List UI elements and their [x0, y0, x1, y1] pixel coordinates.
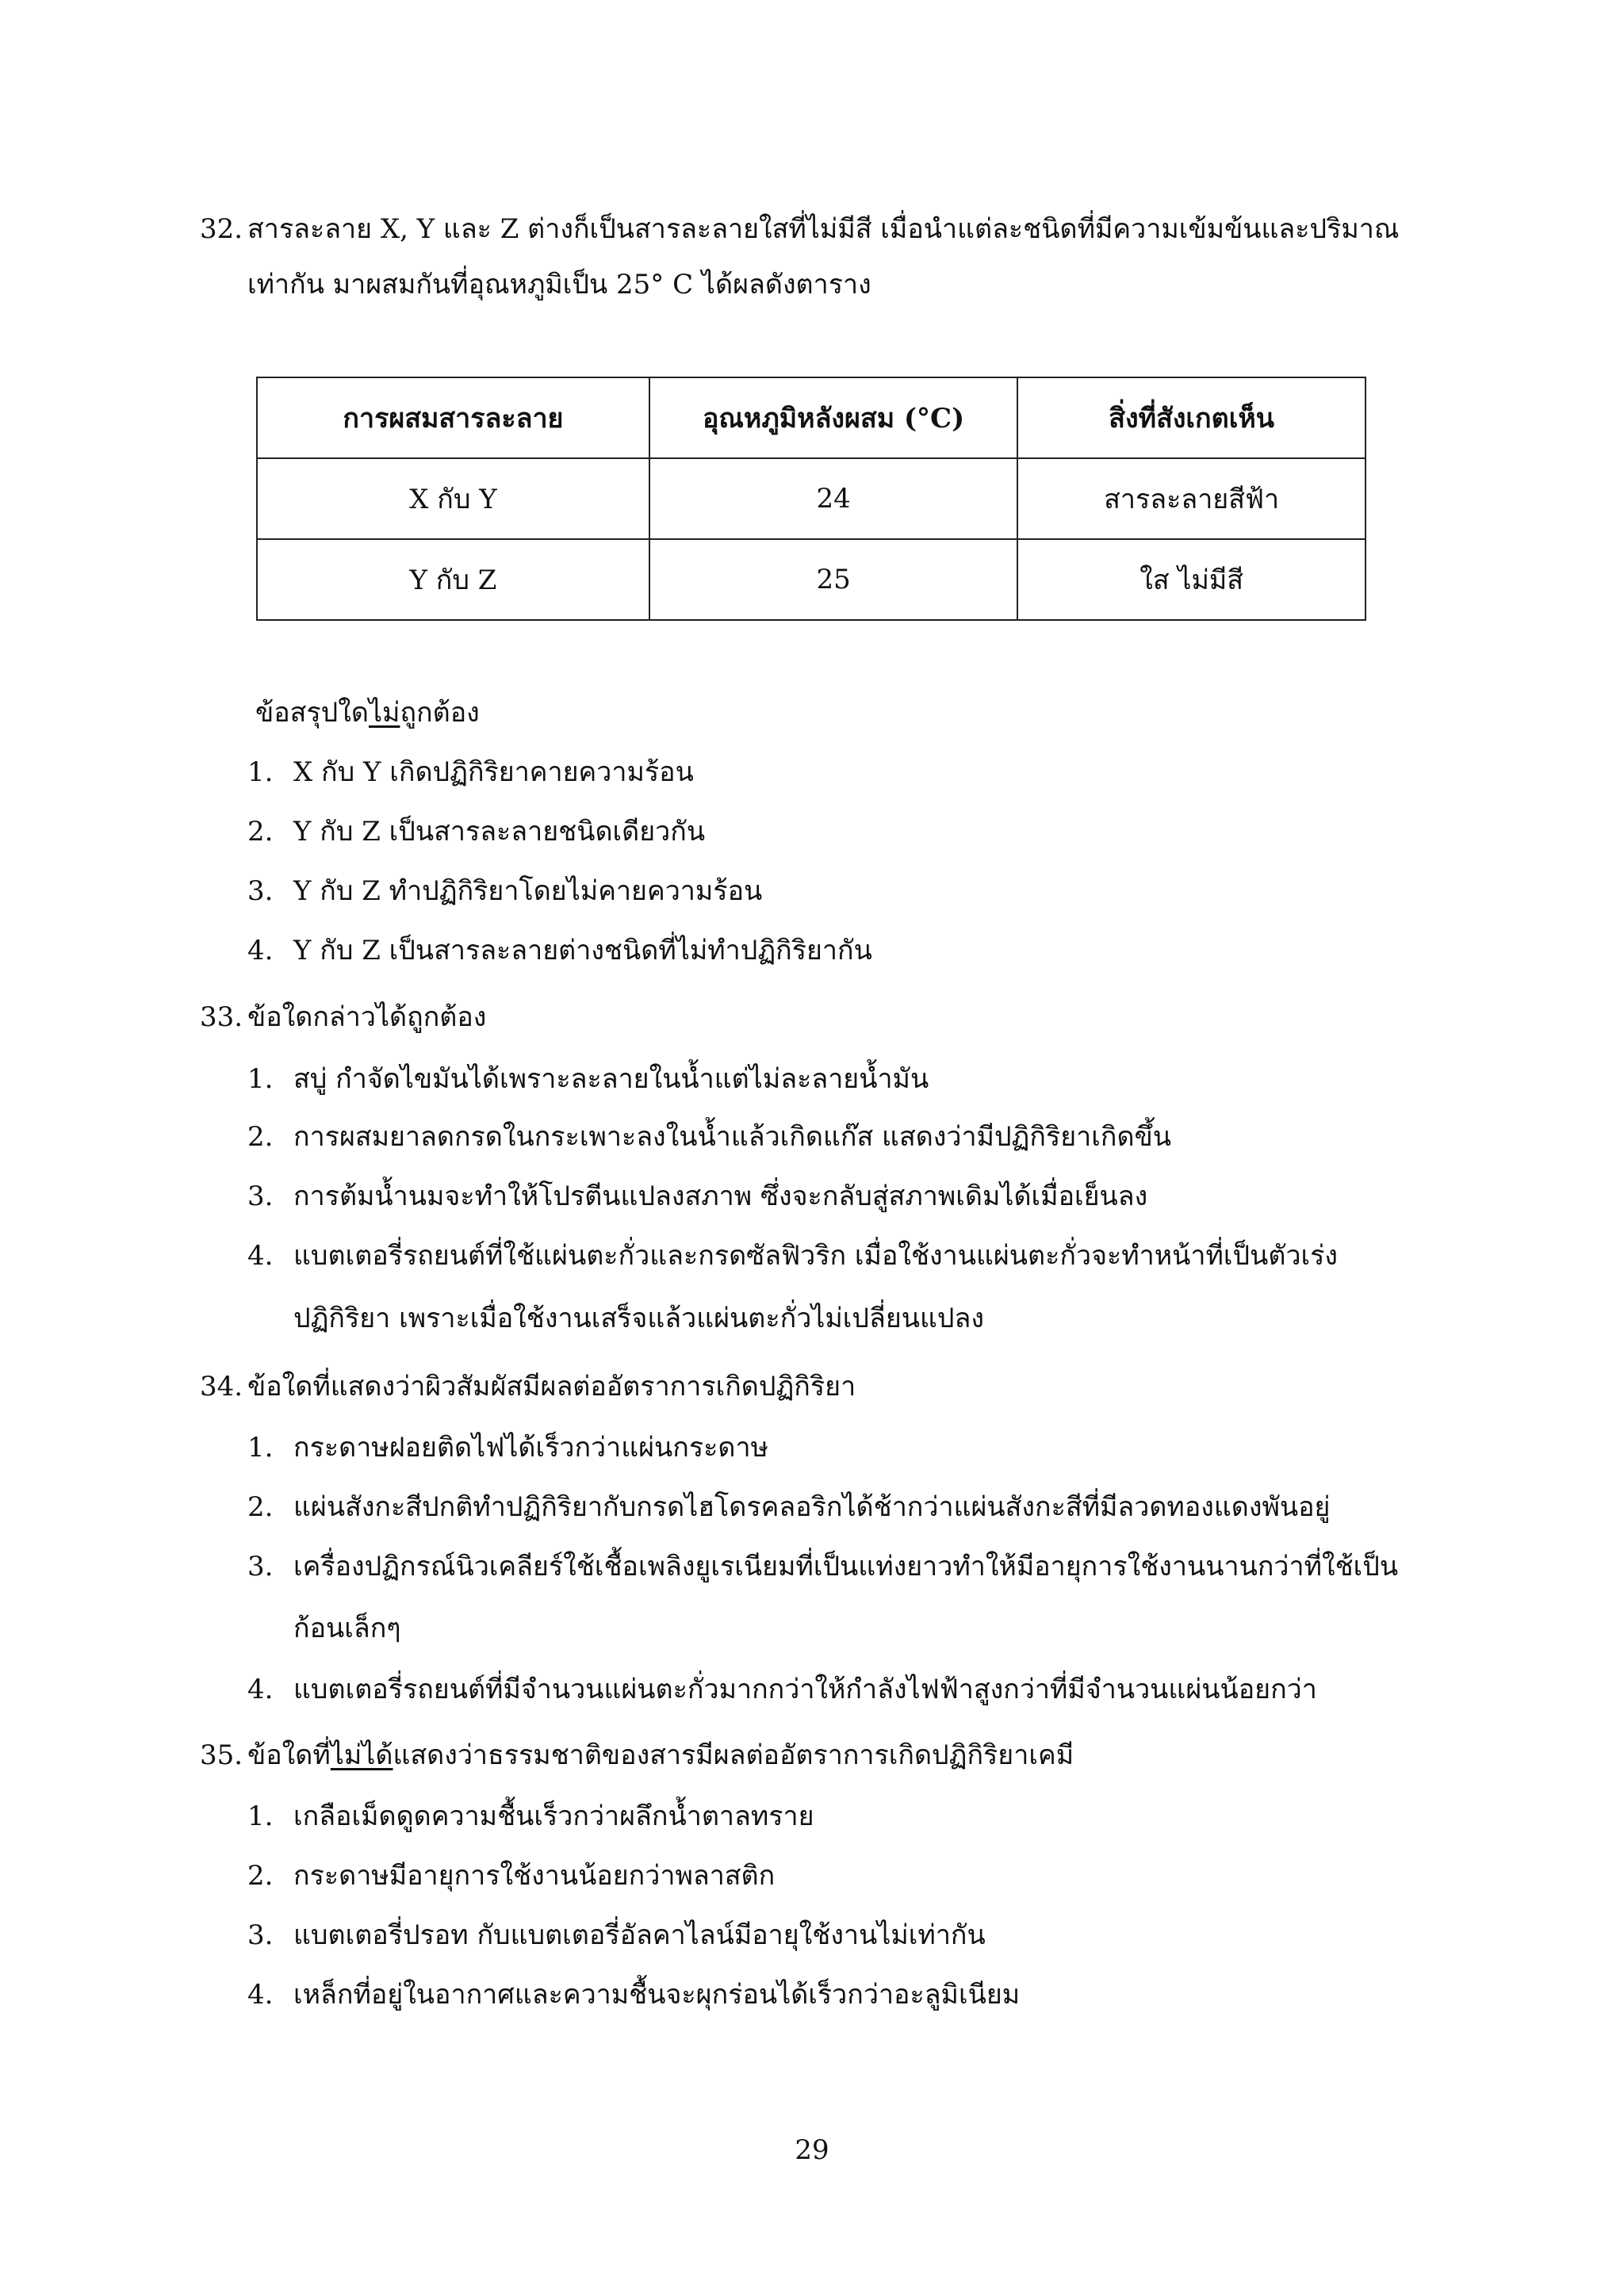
option-text: Y กับ Z ทำปฏิกิริยาโดยไม่คายความร้อน	[293, 875, 763, 907]
option-text: เครื่องปฏิกรณ์นิวเคลียร์ใช้เชื้อเพลิงยูเรเนียมที่เป็นแท่งยาวทำให้มีอายุการใช้งานนานกว่าที่ใช้เป็น	[293, 1551, 1399, 1582]
option-number: 3.	[247, 1551, 274, 1582]
option-text-continuation: ก้อนเล็กๆ	[293, 1613, 401, 1644]
option-text: แผ่นสังกะสีปกติทำปฏิกิริยากับกรดไฮโดรคลอริกได้ช้ากว่าแผ่นสังกะสีที่มีลวดทองแดงพันอยู่	[293, 1491, 1331, 1523]
option-text: เกลือเม็ดดูดความชื้นเร็วกว่าผลึกน้ำตาลทราย	[293, 1800, 814, 1832]
option-text: กระดาษมีอายุการใช้งานน้อยกว่าพลาสติก	[293, 1860, 776, 1892]
option-number: 1.	[247, 756, 274, 788]
option-number: 2.	[247, 1860, 274, 1892]
observation-table	[256, 377, 1366, 621]
question-32-text-line2: เท่ากัน มาผสมกันที่อุณหภูมิเป็น 25° C ได้ผลดังตาราง	[247, 269, 871, 300]
option-number: 3.	[247, 1919, 274, 1951]
table-cell: X กับ Y	[257, 458, 649, 539]
prompt-text-post: ถูกต้อง	[400, 697, 480, 729]
table-row	[257, 458, 1365, 539]
table-header-temperature: อุณหภูมิหลังผสม (°C)	[649, 377, 1017, 458]
question-34-number: 34.	[200, 1371, 243, 1402]
option-number: 1.	[247, 1063, 274, 1095]
table-header-mixing: การผสมสารละลาย	[257, 377, 649, 458]
option-text: X กับ Y เกิดปฏิกิริยาคายความร้อน	[293, 756, 694, 788]
option-number: 1.	[247, 1800, 274, 1832]
prompt-text-pre: ข้อสรุปใด	[255, 697, 369, 729]
option-number: 1.	[247, 1432, 274, 1464]
option-text: กระดาษฝอยติดไฟได้เร็วกว่าแผ่นกระดาษ	[293, 1432, 768, 1464]
question-32-prompt	[255, 696, 1429, 730]
option-number: 4.	[247, 1979, 274, 2011]
table-header-row	[257, 377, 1365, 458]
table-row	[257, 539, 1365, 620]
question-33-text: ข้อใดกล่าวได้ถูกต้อง	[247, 1001, 487, 1033]
option-number: 3.	[247, 875, 274, 907]
option-text: การต้มน้ำนมจะทำให้โปรตีนแปลงสภาพ ซึ่งจะกลับสู่สภาพเดิมได้เมื่อเย็นลง	[293, 1181, 1148, 1212]
option-text: Y กับ Z เป็นสารละลายต่างชนิดที่ไม่ทำปฏิกิริยากัน	[293, 935, 872, 966]
option-number: 3.	[247, 1181, 274, 1212]
table-header-observation: สิ่งที่สังเกตเห็น	[1017, 377, 1365, 458]
option-text: แบตเตอรี่รถยนต์ที่มีจำนวนแผ่นตะกั่วมากกว่าให้กำลังไฟฟ้าสูงกว่าที่มีจำนวนแผ่นน้อยกว่า	[293, 1674, 1317, 1705]
option-text: แบตเตอรี่รถยนต์ที่ใช้แผ่นตะกั่วและกรดซัลฟิวริก เมื่อใช้งานแผ่นตะกั่วจะทำหน้าที่เป็นตัวเร่ง	[293, 1240, 1339, 1272]
table-cell: 25	[649, 539, 1017, 620]
table-cell: 24	[649, 458, 1017, 539]
question-35-text	[247, 1739, 1421, 1773]
table-cell: Y กับ Z	[257, 539, 649, 620]
option-number: 2.	[247, 1121, 274, 1153]
option-text: Y กับ Z เป็นสารละลายชนิดเดียวกัน	[293, 816, 706, 848]
question-34-text: ข้อใดที่แสดงว่าผิวสัมผัสมีผลต่ออัตราการเกิดปฏิกิริยา	[247, 1371, 856, 1402]
question-32-number: 32.	[200, 213, 243, 245]
page-number: 29	[795, 2134, 829, 2166]
option-number: 4.	[247, 1240, 274, 1272]
option-number: 2.	[247, 1491, 274, 1523]
table-cell: ใส ไม่มีสี	[1017, 539, 1365, 620]
table-cell: สารละลายสีฟ้า	[1017, 458, 1365, 539]
question-35-text-pre: ข้อใดที่	[247, 1739, 331, 1771]
option-text: การผสมยาลดกรดในกระเพาะลงในน้ำแล้วเกิดแก๊ส แสดงว่ามีปฏิกิริยาเกิดขึ้น	[293, 1121, 1172, 1153]
question-35-text-post: แสดงว่าธรรมชาติของสารมีผลต่ออัตราการเกิดปฏิกิริยาเคมี	[393, 1739, 1074, 1771]
option-number: 4.	[247, 1674, 274, 1705]
option-text: เหล็กที่อยู่ในอากาศและความชื้นจะผุกร่อนได้เร็วกว่าอะลูมิเนียม	[293, 1979, 1021, 2011]
question-33-number: 33.	[200, 1001, 243, 1033]
option-text: แบตเตอรี่ปรอท กับแบตเตอรี่อัลคาไลน์มีอายุใช้งานไม่เท่ากัน	[293, 1919, 986, 1951]
question-32-text-line1: สารละลาย X, Y และ Z ต่างก็เป็นสารละลายใสที่ไม่มีสี เมื่อนำแต่ละชนิดที่มีความเข้มข้นและปริมาณ	[247, 213, 1400, 245]
option-text-continuation: ปฏิกิริยา เพราะเมื่อใช้งานเสร็จแล้วแผ่นตะกั่วไม่เปลี่ยนแปลง	[293, 1303, 984, 1334]
question-35-text-underlined: ไม่ได้	[330, 1739, 393, 1771]
question-35-number: 35.	[200, 1739, 243, 1771]
prompt-text-underlined: ไม่	[368, 697, 400, 729]
option-number: 2.	[247, 816, 274, 848]
option-number: 4.	[247, 935, 274, 966]
option-text: สบู่ กำจัดไขมันได้เพราะละลายในน้ำแต่ไม่ละลายน้ำมัน	[293, 1063, 929, 1095]
